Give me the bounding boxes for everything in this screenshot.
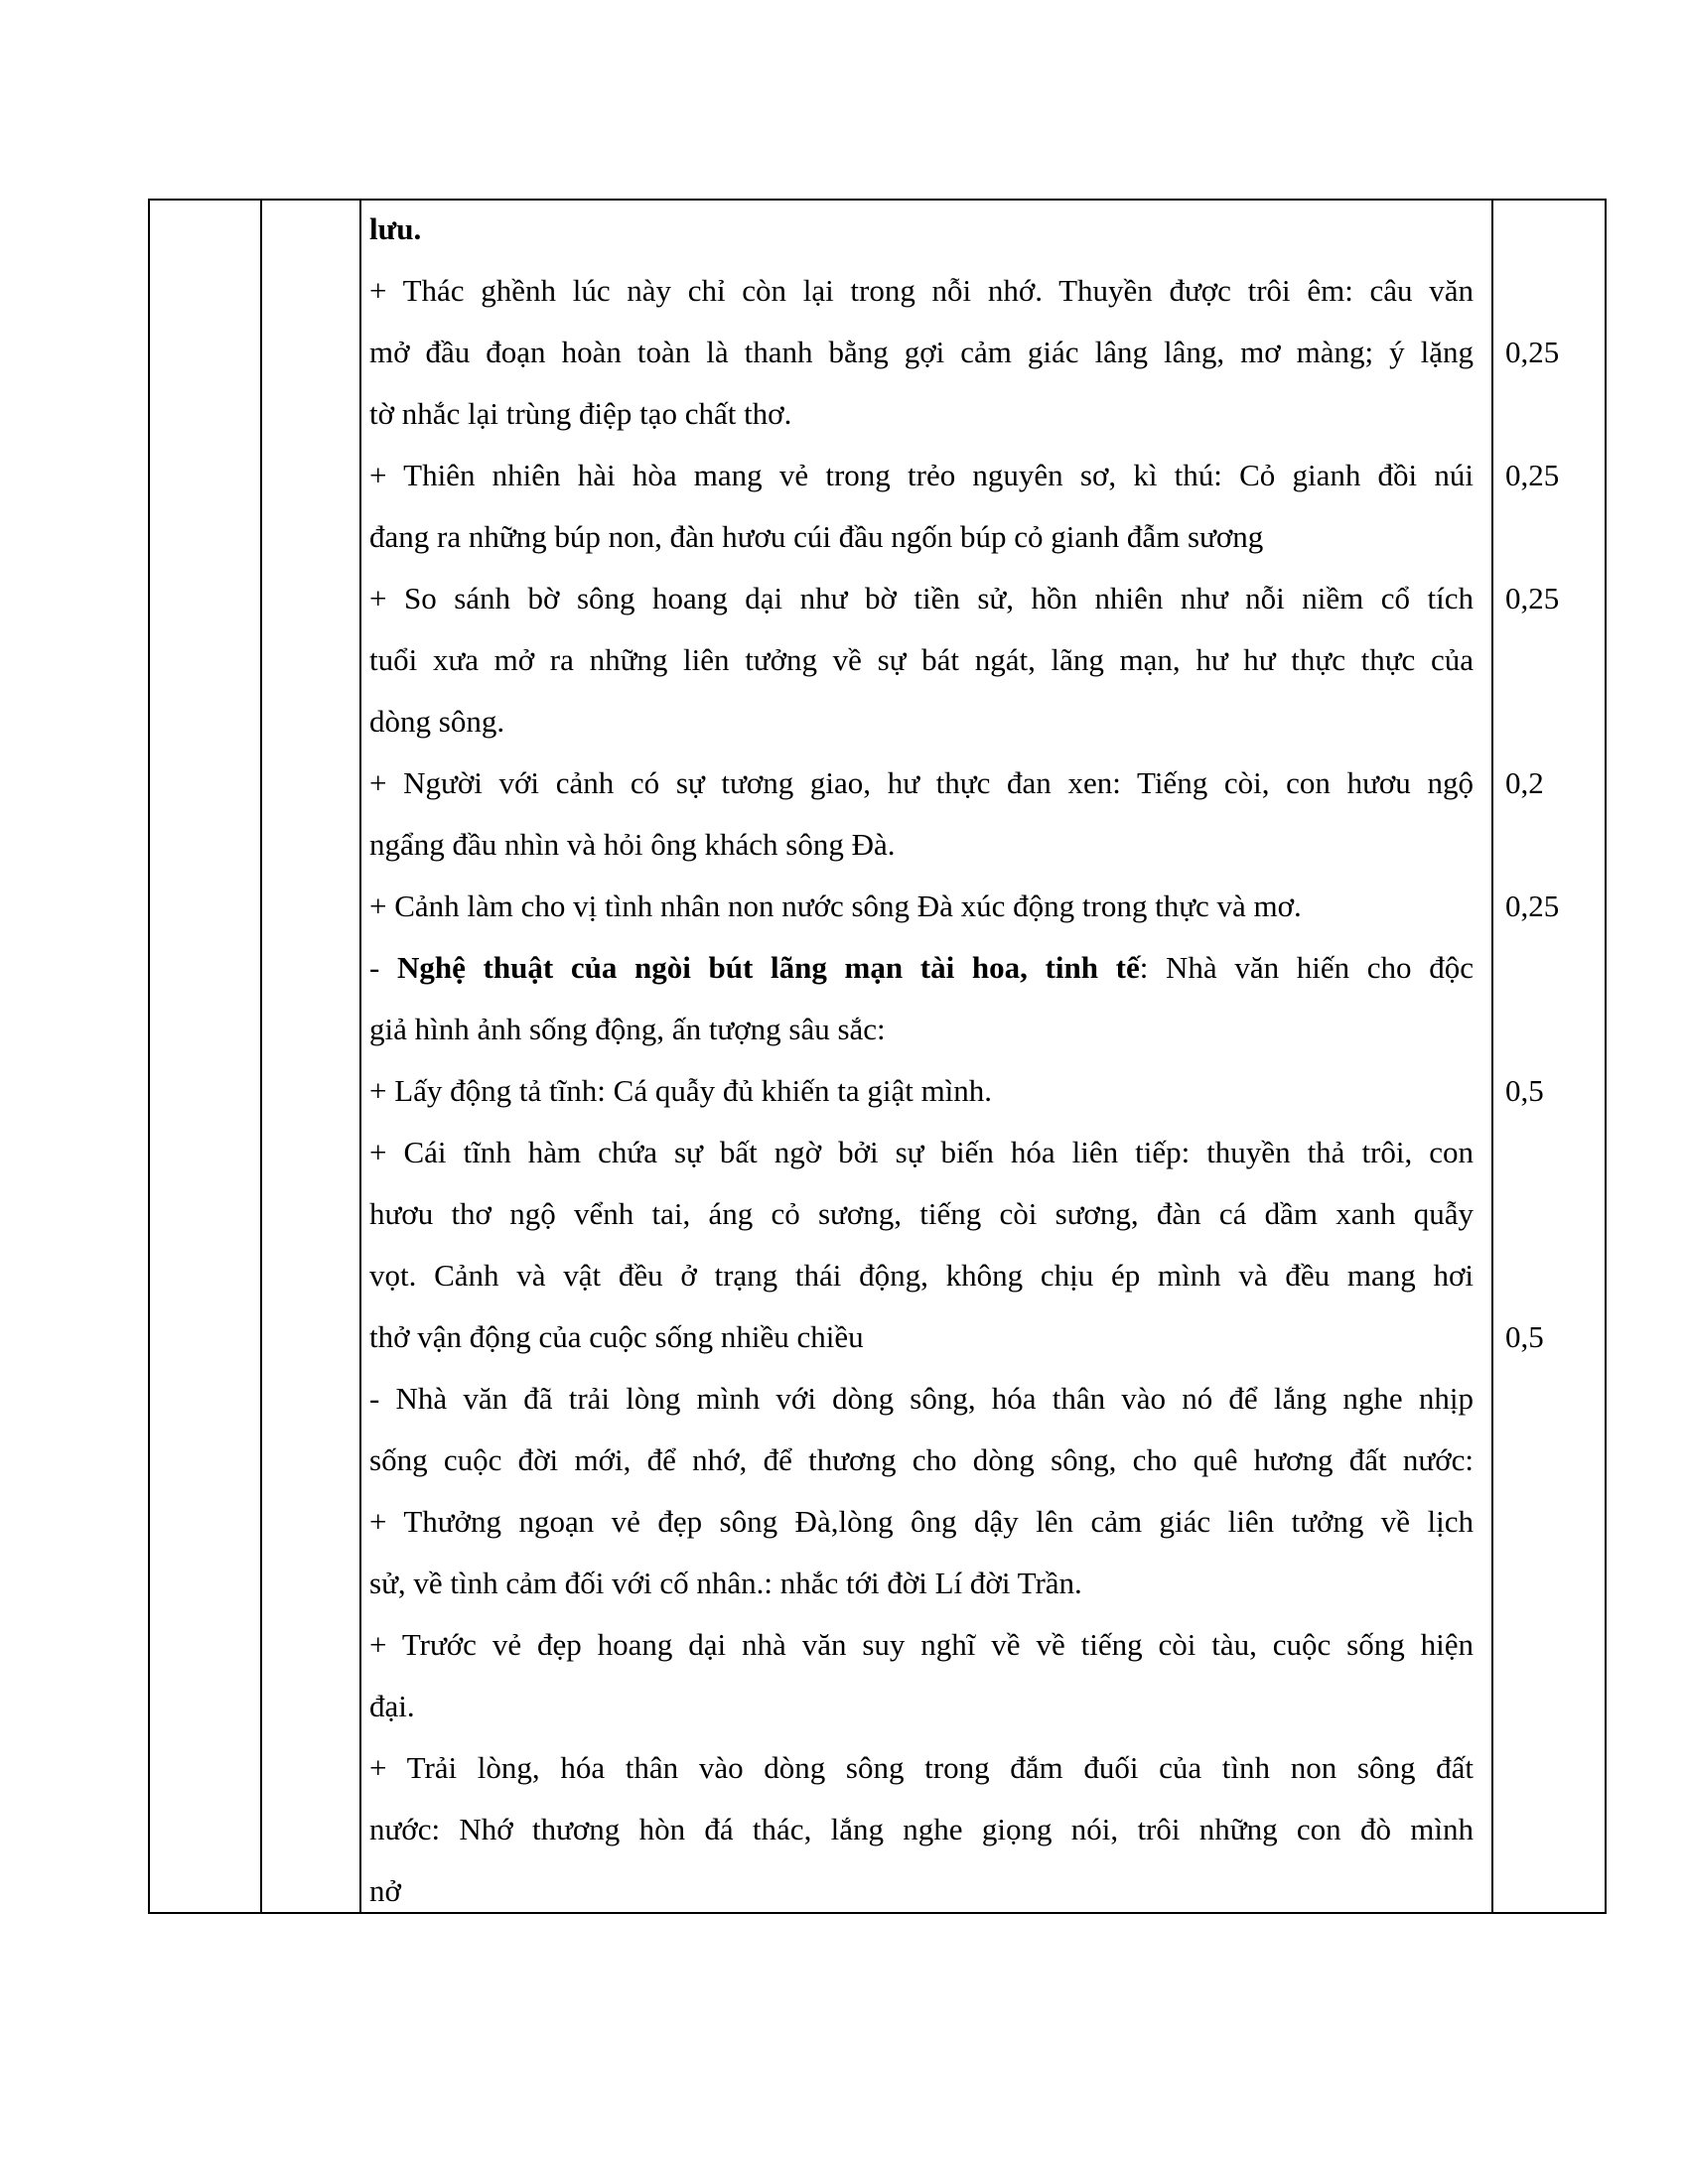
- content-line: hươu thơ ngộ vểnh tai, áng cỏ sương, tiếng còi sương, đàn cá dầm xanh quẫy: [369, 1196, 1474, 1231]
- content-line-heading: - Nghệ thuật của ngòi bút lãng mạn tài hoa, tinh tế: Nhà văn hiến cho độc: [369, 950, 1474, 985]
- content-line: + Người với cảnh có sự tương giao, hư thực đan xen: Tiếng còi, con hươu ngộ: [369, 765, 1474, 800]
- content-line: + So sánh bờ sông hoang dại như bờ tiền sử, hồn nhiên như nỗi niềm cổ tích: [369, 581, 1474, 615]
- column-divider-3: [1491, 201, 1493, 1912]
- content-line: - Nhà văn đã trải lòng mình với dòng sông, hóa thân vào nó để lắng nghe nhịp: [369, 1381, 1474, 1416]
- content-line: sống cuộc đời mới, để nhớ, để thương cho dòng sông, cho quê hương đất nước:: [369, 1442, 1474, 1477]
- content-line: + Thác ghềnh lúc này chỉ còn lại trong nỗi nhớ. Thuyền được trôi êm: câu văn: [369, 273, 1474, 308]
- content-line: sử, về tình cảm đối với cố nhân.: nhắc tới đời Lí đời Trần.: [369, 1566, 1082, 1600]
- score-value: 0,25: [1505, 888, 1560, 923]
- content-line: nở: [369, 1873, 401, 1908]
- score-value: 0,25: [1505, 335, 1560, 369]
- content-line: đang ra những búp non, đàn hươu cúi đầu ngốn búp cỏ gianh đẫm sương: [369, 519, 1264, 554]
- score-value: 0,2: [1505, 765, 1544, 800]
- score-value: 0,5: [1505, 1073, 1544, 1108]
- content-line: + Lấy động tả tĩnh: Cá quẫy đủ khiến ta giật mình.: [369, 1073, 993, 1108]
- content-line: + Cảnh làm cho vị tình nhân non nước sông Đà xúc động trong thực và mơ.: [369, 888, 1302, 923]
- content-line: tuổi xưa mở ra những liên tưởng về sự bát ngát, lãng mạn, hư hư thực thực của: [369, 642, 1474, 677]
- content-line: + Thiên nhiên hài hòa mang vẻ trong trẻo nguyên sơ, kì thú: Cỏ gianh đồi núi: [369, 458, 1474, 492]
- column-divider-1: [260, 201, 262, 1912]
- score-value: 0,25: [1505, 458, 1560, 492]
- content-line: lưu.: [369, 211, 422, 246]
- content-line: giả hình ảnh sống động, ấn tượng sâu sắc:: [369, 1012, 886, 1046]
- content-line: + Trước vẻ đẹp hoang dại nhà văn suy nghĩ về về tiếng còi tàu, cuộc sống hiện: [369, 1627, 1474, 1662]
- content-line: nước: Nhớ thương hòn đá thác, lắng nghe giọng nói, trôi những con đò mình: [369, 1812, 1474, 1846]
- content-line: đại.: [369, 1689, 415, 1723]
- column-divider-2: [359, 201, 361, 1912]
- content-line: + Trải lòng, hóa thân vào dòng sông trong đắm đuối của tình non sông đất: [369, 1750, 1474, 1785]
- content-line: ngẩng đầu nhìn và hỏi ông khách sông Đà.: [369, 827, 896, 862]
- content-line: dòng sông.: [369, 704, 505, 739]
- content-line: + Thưởng ngoạn vẻ đẹp sông Đà,lòng ông dậy lên cảm giác liên tưởng về lịch: [369, 1504, 1474, 1539]
- content-line: vọt. Cảnh và vật đều ở trạng thái động, không chịu ép mình và đều mang hơi: [369, 1258, 1474, 1293]
- score-value: 0,5: [1505, 1319, 1544, 1354]
- content-line: thở vận động của cuộc sống nhiều chiều: [369, 1319, 864, 1354]
- content-line: tờ nhắc lại trùng điệp tạo chất thơ.: [369, 396, 792, 431]
- content-line: mở đầu đoạn hoàn toàn là thanh bằng gợi cảm giác lâng lâng, mơ màng; ý lặng: [369, 335, 1474, 369]
- score-value: 0,25: [1505, 581, 1560, 615]
- content-line: + Cái tĩnh hàm chứa sự bất ngờ bởi sự biến hóa liên tiếp: thuyền thả trôi, con: [369, 1135, 1474, 1169]
